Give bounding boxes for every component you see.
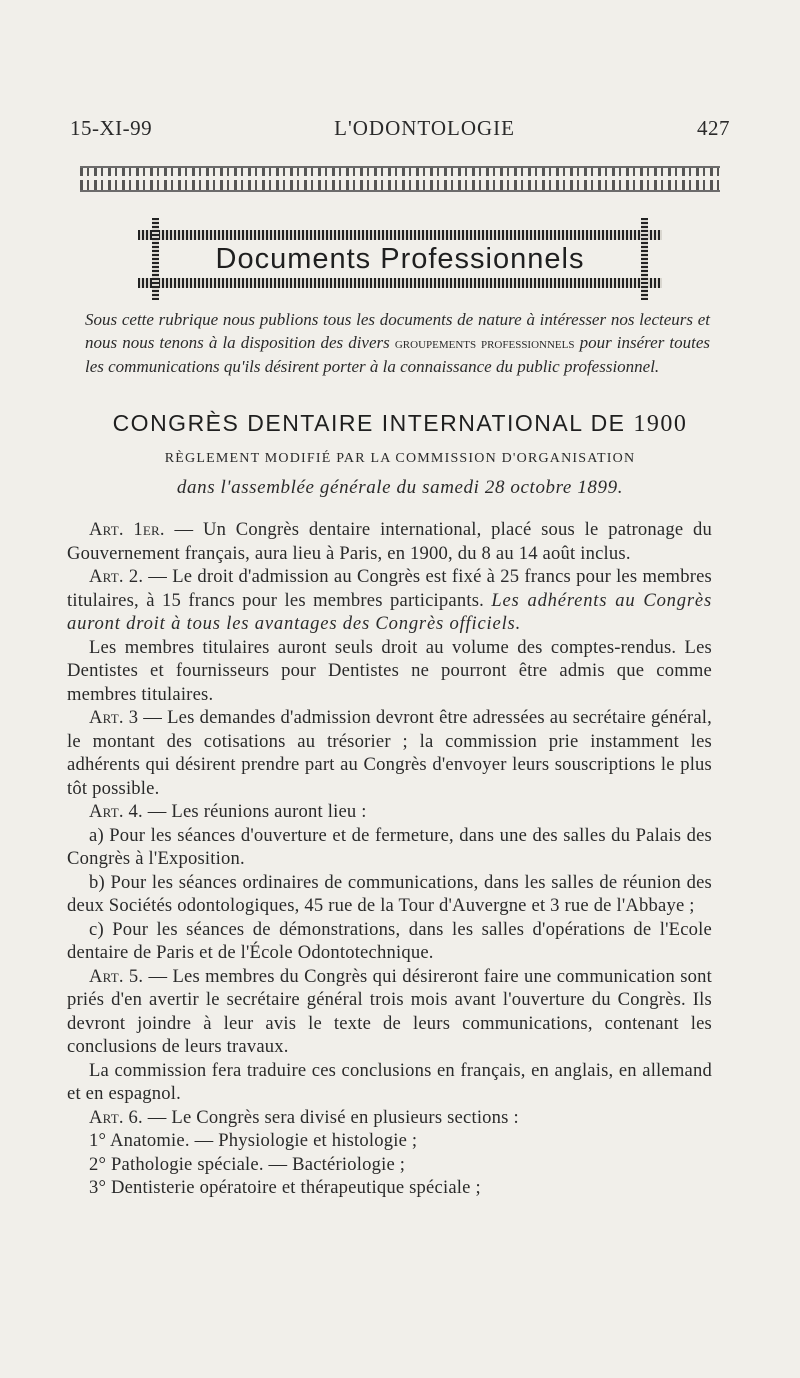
journal-name: L'ODONTOLOGIE xyxy=(334,116,516,140)
article-5 xyxy=(67,965,712,1059)
article-4-label: Art. 4. xyxy=(89,801,143,822)
article-6 xyxy=(67,1106,712,1130)
section-title-frame xyxy=(138,218,662,300)
section-title: Documents Professionnels xyxy=(215,242,585,275)
article-4-text: — Les réunions auront lieu : xyxy=(142,801,367,822)
section-item-1: 1° Anatomie. — Physiologie et histologie ; xyxy=(89,1130,418,1151)
frame-top-rule xyxy=(138,230,662,240)
article-6-label: Art. 6. xyxy=(89,1106,143,1128)
article-1 xyxy=(67,518,712,565)
article-4 xyxy=(67,800,712,824)
article-6-text: — Le Congrès sera divisé en plusieurs sections : xyxy=(142,1106,519,1128)
frame-right-post xyxy=(641,218,648,300)
article-4-item-a: a) Pour les séances d'ouverture et de fermeture, dans une des salles du Palais des Congrès à l'Exposition. xyxy=(67,824,712,869)
intro-text-1: Sous cette rubrique nous publions tous les documents de nature à intéresser nos lecteurs et nous nous tenons à la disposition des divers xyxy=(85,310,710,352)
article-5-para2: La commission fera traduire ces conclusions en français, en anglais, en allemand et en espagnol. xyxy=(67,1059,712,1104)
intro-smallcaps: groupements professionnels xyxy=(394,335,575,352)
article-5-label: Art. 5. xyxy=(89,965,144,987)
running-header xyxy=(70,116,730,141)
article-4-item-c: c) Pour les séances de démonstrations, dans les salles d'opérations de l'Ecole dentaire de Paris et de l'École Odontotechnique. xyxy=(67,918,712,963)
article-2-label: Art. 2. xyxy=(89,566,144,587)
article-5-text: — Les membres du Congrès qui désireront faire une communication sont priés d'en avertir le secrétaire général trois mois avant l'ouverture du Congrès. Ils devront joindre à leur avis le texte de leurs communications, contenant les conclusions de leurs travaux. xyxy=(67,965,712,1057)
intro-text-2: pour insérer toutes les communications qu'ils désirent porter à la connaissance du public professionnel. xyxy=(85,333,711,376)
article-2-para2: Les membres titulaires auront seuls droit au volume des comptes-rendus. Les Dentistes et fournisseurs pour Dentistes ne pourront être admis que comme membres titulaires. xyxy=(67,636,712,705)
congress-title xyxy=(0,410,800,438)
article-3-label: Art. 3 xyxy=(89,707,139,728)
article-2 xyxy=(67,565,712,636)
section-item-3: 3° Dentisterie opératoire et thérapeutique spéciale ; xyxy=(89,1177,481,1198)
article-2-text: — Le droit d'admission au Congrès est fixé à 25 francs pour les membres titulaires, à 15 francs pour les membres participants. xyxy=(67,566,712,611)
articles-body xyxy=(67,518,712,1200)
decorative-ornament-band xyxy=(80,166,720,192)
section-title-box xyxy=(159,240,641,278)
congress-year: 1900 xyxy=(633,411,688,437)
regulation-subtitle: RÈGLEMENT MODIFIÉ PAR LA COMMISSION D'ORGANISATION xyxy=(164,451,636,466)
congress-title-text: CONGRÈS DENTAIRE INTERNATIONAL DE xyxy=(112,410,634,436)
article-1-label: Art. 1er. xyxy=(89,519,165,540)
page-number: 427 xyxy=(697,116,730,140)
frame-bottom-rule xyxy=(138,278,662,288)
article-3-text: — Les demandes d'admission devront être adressées au secrétaire général, le montant des cotisations au trésorier ; la commission prie instamment les adhérents qui désirent prendre part au Congrès d'envoyer leurs souscriptions le plus tôt possible. xyxy=(67,707,712,799)
frame-left-post xyxy=(152,218,159,300)
intro-paragraph xyxy=(85,308,710,378)
issue-date: 15-XI-99 xyxy=(70,116,153,140)
article-2-italic: Les adhérents au Congrès auront droit à tous les avantages des Congrès officiels. xyxy=(67,589,712,634)
article-4-item-b: b) Pour les séances ordinaires de communications, dans les salles de réunion des deux Sociétés odontologiques, 45 rue de la Tour d'Auvergne et 3 rue de l'Abbaye ; xyxy=(67,871,712,916)
article-3 xyxy=(67,706,712,800)
article-1-text: — Un Congrès dentaire international, placé sous le patronage du Gouvernement français, aura lieu à Paris, en 1900, du 8 au 14 août inclus. xyxy=(67,519,713,564)
section-item-2: 2° Pathologie spéciale. — Bactériologie ; xyxy=(89,1153,406,1175)
assembly-subtitle: dans l'assemblée générale du samedi 28 octobre 1899. xyxy=(176,477,624,498)
